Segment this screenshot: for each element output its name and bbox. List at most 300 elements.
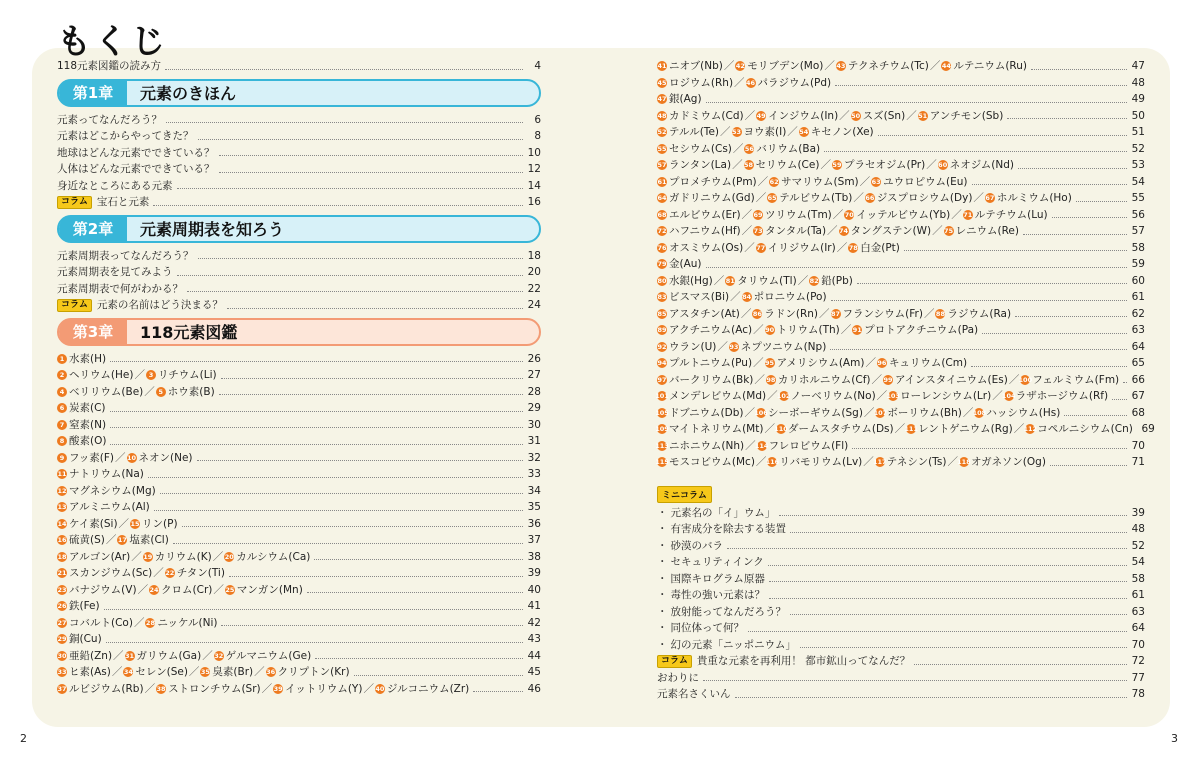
atomic-number-badge: 48 xyxy=(657,111,667,120)
page-number-right: 3 xyxy=(1171,732,1178,745)
chapter-2-header[interactable] xyxy=(57,215,541,243)
leader-dots xyxy=(769,598,1127,599)
entry-label: 毒性の強い元素は？ xyxy=(670,589,765,601)
atomic-number-badge: 113 xyxy=(655,441,669,450)
entry-label-wrap xyxy=(657,541,723,552)
toc-entry[interactable] xyxy=(657,604,1145,621)
toc-entry[interactable] xyxy=(657,587,1145,604)
element-name: シーボーギウム(Sg) xyxy=(768,406,863,419)
element-name: 酸素(O) xyxy=(69,435,107,447)
element-entry[interactable] xyxy=(57,615,541,632)
element-name: アルゴン(Ar) xyxy=(69,550,131,563)
separator-slash: ／ xyxy=(137,583,149,596)
element-entry[interactable] xyxy=(657,273,1145,290)
element-name: ポロニウム(Po) xyxy=(753,291,827,303)
entry-label-wrap xyxy=(57,284,183,295)
chapter-3-header[interactable] xyxy=(57,318,541,346)
element-list xyxy=(657,127,874,138)
element-name: ルテニウム(Ru) xyxy=(953,60,1027,72)
element-name: オガネソン(Og) xyxy=(970,456,1046,468)
element-name: 銀(Ag) xyxy=(669,93,702,105)
element-name: ニッケル(Ni) xyxy=(157,616,218,629)
atomic-number-badge: 81 xyxy=(725,276,735,285)
element-entry[interactable] xyxy=(657,124,1145,141)
element-list xyxy=(657,309,1011,320)
leader-dots xyxy=(182,526,523,527)
element-entry[interactable] xyxy=(57,532,541,549)
element-entry[interactable] xyxy=(657,355,1145,372)
page-number: 53 xyxy=(1131,159,1145,171)
entry-label-wrap xyxy=(657,557,764,568)
atomic-number-badge: 95 xyxy=(765,359,775,367)
element-name: アルミニウム(Al) xyxy=(69,501,150,513)
separator-slash: ／ xyxy=(755,192,767,204)
element-name: レニウム(Re) xyxy=(955,225,1019,237)
element-list xyxy=(657,441,848,452)
toc-entry[interactable] xyxy=(57,161,541,178)
entry-label: 国際キログラム原器 xyxy=(670,572,765,585)
atomic-number-badge: 104 xyxy=(1001,392,1016,400)
separator-slash: ／ xyxy=(865,357,876,369)
atomic-number-badge: 60 xyxy=(938,161,948,169)
bullet-mark: ・ xyxy=(657,506,668,519)
page-number: 30 xyxy=(527,418,541,431)
atomic-number-badge: 99 xyxy=(883,375,893,384)
element-name: ハフニウム(Hf) xyxy=(669,225,741,237)
separator-slash: ／ xyxy=(133,616,145,629)
page-number: 14 xyxy=(527,179,541,192)
atomic-number-badge: 64 xyxy=(657,194,667,202)
page-number: 72 xyxy=(1131,655,1145,667)
element-list xyxy=(657,276,853,287)
element-entry[interactable] xyxy=(657,322,1145,339)
atomic-number-badge: 25 xyxy=(225,585,235,594)
leader-dots xyxy=(768,565,1127,566)
atomic-number-badge: 89 xyxy=(657,326,667,334)
separator-slash: ／ xyxy=(734,76,745,89)
chapter-number: 第1章 xyxy=(59,79,127,107)
separator-slash: ／ xyxy=(213,583,224,596)
toc-entry[interactable] xyxy=(57,112,541,129)
element-entry[interactable] xyxy=(57,367,541,384)
toc-entry[interactable] xyxy=(657,521,1145,538)
chapter-number: 第2章 xyxy=(59,215,127,243)
toc-entry[interactable] xyxy=(57,264,541,281)
separator-slash: ／ xyxy=(730,291,741,303)
toc-entry-intro[interactable] xyxy=(57,58,541,75)
entry-label: 元素名さくいん xyxy=(657,688,731,700)
toc-entry-column[interactable] xyxy=(57,194,541,211)
atomic-number-badge: 72 xyxy=(657,227,667,235)
element-list xyxy=(657,243,900,254)
page-number: 60 xyxy=(1131,274,1145,287)
bullet-mark: ・ xyxy=(657,638,668,651)
page-number-left: 2 xyxy=(20,732,27,745)
separator-slash: ／ xyxy=(819,307,830,320)
element-name: ジスプロシウム(Dy) xyxy=(876,192,973,204)
element-name: 窒素(N) xyxy=(69,418,107,431)
element-entry[interactable] xyxy=(657,256,1145,273)
page-number: 63 xyxy=(1131,324,1145,336)
entry-label-wrap xyxy=(657,590,765,601)
element-entry[interactable] xyxy=(657,75,1145,92)
atomic-number-badge: 38 xyxy=(156,684,166,693)
atomic-number-badge: 78 xyxy=(848,243,858,252)
bullet-mark: ・ xyxy=(657,605,668,618)
element-entry[interactable] xyxy=(57,681,541,698)
separator-slash: ／ xyxy=(144,385,155,398)
toc-entry-column[interactable] xyxy=(57,297,541,314)
entry-label: 宝石と元素 xyxy=(96,196,150,208)
leader-dots xyxy=(878,135,1127,136)
atomic-number-badge: 56 xyxy=(744,144,754,153)
element-entry[interactable] xyxy=(57,351,541,368)
element-entry[interactable] xyxy=(57,466,541,483)
atomic-number-badge: 118 xyxy=(957,458,971,466)
atomic-number-badge: 43 xyxy=(836,62,846,70)
element-list xyxy=(57,486,156,497)
element-name: メンデレビウム(Md) xyxy=(669,390,767,402)
bullet-mark: ・ xyxy=(657,523,668,535)
entry-label-wrap xyxy=(57,164,215,175)
separator-slash: ／ xyxy=(947,456,958,468)
element-entry[interactable] xyxy=(657,438,1145,455)
separator-slash: ／ xyxy=(745,439,756,452)
element-name: クロム(Cr) xyxy=(161,583,213,596)
element-name: ベリリウム(Be) xyxy=(69,385,144,398)
element-name: タングステン(W) xyxy=(850,225,932,237)
element-entry[interactable] xyxy=(657,223,1145,240)
page-number: 39 xyxy=(1131,506,1145,519)
element-entry[interactable] xyxy=(657,289,1145,306)
separator-slash: ／ xyxy=(131,550,142,563)
chapter-title: 元素のきほん xyxy=(140,84,237,103)
element-entry[interactable] xyxy=(57,648,541,665)
atomic-number-badge: 83 xyxy=(657,293,667,301)
element-list xyxy=(657,160,1014,171)
leader-dots xyxy=(748,631,1127,632)
toc-entry[interactable] xyxy=(657,554,1145,571)
atomic-number-badge: 67 xyxy=(985,194,995,202)
element-entry[interactable] xyxy=(57,483,541,500)
element-list xyxy=(57,535,169,546)
toc-entry[interactable] xyxy=(57,128,541,145)
element-name: ローレンシウム(Lr) xyxy=(900,390,992,402)
atomic-number-badge: 66 xyxy=(865,194,875,202)
atomic-number-badge: 70 xyxy=(844,210,854,219)
element-list xyxy=(57,387,215,398)
element-list xyxy=(657,457,1046,468)
element-name: 亜鉛(Zn) xyxy=(69,649,113,662)
leader-dots xyxy=(1050,465,1127,466)
element-list xyxy=(57,684,469,695)
toc-entry[interactable] xyxy=(57,248,541,265)
page-number: 36 xyxy=(527,517,541,530)
separator-slash: ／ xyxy=(744,406,755,419)
separator-slash: ／ xyxy=(755,456,767,468)
separator-slash: ／ xyxy=(741,225,753,237)
atomic-number-badge: 42 xyxy=(735,62,745,70)
toc-entry[interactable] xyxy=(657,620,1145,637)
page-number: 38 xyxy=(527,550,541,563)
column-tag: コラム xyxy=(57,299,92,312)
element-name: スカンジウム(Sc) xyxy=(69,567,153,579)
element-name: 金(Au) xyxy=(669,258,702,270)
atomic-number-badge: 87 xyxy=(831,309,841,318)
element-list xyxy=(657,292,827,303)
element-name: ケイ素(Si) xyxy=(69,517,118,530)
entry-label-wrap xyxy=(657,574,765,585)
element-entry[interactable] xyxy=(57,549,541,566)
separator-slash: ／ xyxy=(202,649,213,662)
element-entry[interactable] xyxy=(657,388,1145,405)
toc-entry[interactable] xyxy=(57,178,541,195)
element-list xyxy=(657,358,967,369)
atomic-number-badge: 7 xyxy=(57,420,67,430)
chapter-2-entries xyxy=(57,248,541,298)
bullet-mark: ・ xyxy=(657,556,668,568)
leader-dots xyxy=(1076,201,1127,202)
element-entry[interactable] xyxy=(655,421,1155,438)
element-list xyxy=(657,193,1072,204)
element-list xyxy=(57,420,106,431)
toc-entry[interactable] xyxy=(657,637,1145,654)
page-title: もくじ xyxy=(57,22,168,62)
page-number: 48 xyxy=(1131,76,1145,89)
separator-slash: ／ xyxy=(732,159,743,171)
element-entry[interactable] xyxy=(657,339,1145,356)
leader-dots xyxy=(971,366,1127,367)
atomic-number-badge: 2 xyxy=(57,370,67,380)
leader-dots xyxy=(1064,415,1127,416)
separator-slash: ／ xyxy=(767,390,778,402)
leader-dots xyxy=(1018,168,1127,169)
atomic-number-badge: 15 xyxy=(130,519,140,528)
atomic-number-badge: 21 xyxy=(57,569,67,577)
element-entry[interactable] xyxy=(57,582,541,599)
atomic-number-badge: 82 xyxy=(809,276,819,285)
entry-label-wrap xyxy=(657,607,786,618)
element-name: テクネチウム(Tc) xyxy=(847,60,929,72)
leader-dots xyxy=(1023,234,1127,235)
element-name: ガドリニウム(Gd) xyxy=(669,192,755,204)
element-entry[interactable] xyxy=(657,454,1145,471)
element-entry[interactable] xyxy=(57,565,541,582)
element-entry[interactable] xyxy=(57,450,541,467)
element-entry[interactable] xyxy=(57,384,541,401)
atomic-number-badge: 33 xyxy=(57,668,67,676)
entry-label: 元素名の「イ」ウム」 xyxy=(670,506,776,519)
page-number: 54 xyxy=(1131,175,1145,188)
entry-label: 元素周期表を見てみよう xyxy=(57,266,173,278)
leader-dots xyxy=(177,188,524,189)
element-list xyxy=(657,177,968,188)
toc-entry-column[interactable] xyxy=(657,653,1145,670)
element-entry[interactable] xyxy=(657,91,1145,108)
entry-label: 元素ってなんだろう？ xyxy=(57,113,162,126)
separator-slash: ／ xyxy=(764,423,775,435)
element-list xyxy=(57,618,217,629)
element-name: ドブニウム(Db) xyxy=(669,406,744,419)
atomic-number-badge: 13 xyxy=(57,503,67,511)
atomic-number-badge: 108 xyxy=(972,408,987,417)
entry-label-wrap xyxy=(57,181,173,192)
element-name: イッテルビウム(Yb) xyxy=(856,208,951,221)
entry-label: 元素はどこからやってきた？ xyxy=(57,130,194,142)
atomic-number-badge: 46 xyxy=(746,78,756,87)
entry-label-wrap xyxy=(657,673,699,684)
leader-dots xyxy=(153,205,523,206)
element-name: トリウム(Th) xyxy=(776,324,840,336)
page-number: 58 xyxy=(1131,572,1145,585)
atomic-number-badge: 76 xyxy=(657,243,667,252)
entry-label: 118元素図鑑の読み方 xyxy=(57,60,162,72)
entry-label-wrap xyxy=(657,524,786,535)
chapter-1-header[interactable] xyxy=(57,79,541,107)
leader-dots xyxy=(727,548,1127,549)
element-entry[interactable] xyxy=(657,58,1145,75)
separator-slash: ／ xyxy=(840,324,852,336)
atomic-number-badge: 116 xyxy=(765,458,780,466)
element-entry[interactable] xyxy=(657,207,1145,224)
toc-entry[interactable] xyxy=(657,670,1145,687)
element-name: ヨウ素(I) xyxy=(743,126,787,138)
separator-slash: ／ xyxy=(720,126,731,138)
atomic-number-badge: 16 xyxy=(57,536,67,544)
chapter-1-entries xyxy=(57,112,541,195)
element-name: リン(P) xyxy=(142,517,178,530)
atomic-number-badge: 62 xyxy=(769,177,779,186)
element-entry[interactable] xyxy=(57,417,541,434)
toc-entry[interactable] xyxy=(657,571,1145,588)
separator-slash: ／ xyxy=(1008,373,1020,386)
atomic-number-badge: 50 xyxy=(851,111,861,120)
element-name: 鉄(Fe) xyxy=(69,600,100,612)
atomic-number-badge: 10 xyxy=(126,453,137,462)
separator-slash: ／ xyxy=(853,192,864,204)
element-entry[interactable] xyxy=(657,141,1145,158)
atomic-number-badge: 39 xyxy=(273,684,283,693)
entry-label-wrap xyxy=(57,115,162,126)
separator-slash: ／ xyxy=(740,307,752,320)
page-number: 8 xyxy=(534,130,541,142)
element-name: ネプツニウム(Np) xyxy=(740,340,827,353)
element-name: キセノン(Xe) xyxy=(810,126,874,138)
element-entry[interactable] xyxy=(57,400,541,417)
chapter-title: 元素周期表を知ろう xyxy=(140,220,285,239)
leader-dots xyxy=(187,291,523,292)
toc-entry[interactable] xyxy=(57,281,541,298)
page-number: 42 xyxy=(527,616,541,629)
element-entry[interactable] xyxy=(657,405,1145,422)
element-name: ボーリウム(Bh) xyxy=(887,406,962,419)
leader-dots xyxy=(148,477,523,478)
element-name: ノーベリウム(No) xyxy=(790,390,876,402)
atomic-number-badge: 57 xyxy=(657,161,667,169)
page-number: 40 xyxy=(527,583,541,596)
atomic-number-badge: 102 xyxy=(776,392,791,400)
element-name: フッ素(F) xyxy=(69,451,114,464)
element-entry[interactable] xyxy=(657,190,1145,207)
leader-dots xyxy=(790,532,1127,533)
atomic-number-badge: 96 xyxy=(877,359,887,367)
atomic-number-badge: 91 xyxy=(852,326,862,334)
element-name: フレロビウム(Fl) xyxy=(768,439,849,452)
element-entry[interactable] xyxy=(57,433,541,450)
toc-entry[interactable] xyxy=(657,686,1145,703)
atomic-number-badge: 55 xyxy=(657,144,667,153)
element-entry[interactable] xyxy=(57,631,541,648)
separator-slash: ／ xyxy=(906,109,917,122)
element-entry[interactable] xyxy=(657,108,1145,125)
element-entry[interactable] xyxy=(657,372,1145,389)
element-name: ダームスタチウム(Ds) xyxy=(787,423,894,435)
atomic-number-badge: 97 xyxy=(657,375,667,384)
atomic-number-badge: 8 xyxy=(57,436,67,446)
element-name: モスコビウム(Mc) xyxy=(669,456,755,468)
element-entry[interactable] xyxy=(657,174,1145,191)
element-list xyxy=(57,436,106,447)
page-number: 70 xyxy=(1131,638,1145,651)
atomic-number-badge: 73 xyxy=(753,227,763,235)
element-name: ランタン(La) xyxy=(669,159,732,171)
element-list xyxy=(57,469,144,480)
leader-dots xyxy=(824,151,1127,152)
atomic-number-badge: 69 xyxy=(753,210,763,219)
element-name: ゲルマニウム(Ge) xyxy=(225,649,312,662)
element-name: ハッシウム(Hs) xyxy=(986,406,1061,419)
atomic-number-badge: 9 xyxy=(57,453,67,463)
page-number: 22 xyxy=(527,282,541,295)
element-entry[interactable] xyxy=(57,598,541,615)
element-entry[interactable] xyxy=(57,499,541,516)
toc-entry[interactable] xyxy=(657,505,1145,522)
element-entry[interactable] xyxy=(57,664,541,681)
element-entry[interactable] xyxy=(657,240,1145,257)
entry-label: 放射能ってなんだろう？ xyxy=(670,605,786,618)
element-list xyxy=(657,111,1003,122)
element-name: カリホルニウム(Cf) xyxy=(777,373,871,386)
element-name: アインスタイニウム(Es) xyxy=(895,373,1008,386)
separator-slash: ／ xyxy=(836,241,848,254)
page-number: 43 xyxy=(527,633,541,645)
atomic-number-badge: 79 xyxy=(657,260,667,268)
element-list xyxy=(57,354,106,365)
element-name: ロジウム(Rh) xyxy=(669,76,734,89)
atomic-number-badge: 24 xyxy=(149,585,159,594)
atomic-number-badge: 6 xyxy=(57,403,67,413)
chapter-number: 第3章 xyxy=(59,318,127,346)
element-entry[interactable] xyxy=(657,157,1145,174)
toc-entry[interactable] xyxy=(657,538,1145,555)
element-name: アスタチン(At) xyxy=(669,307,740,320)
entry-label: 地球はどんな元素でできている？ xyxy=(57,146,215,159)
page-number: 52 xyxy=(1131,142,1145,155)
atomic-number-badge: 98 xyxy=(766,375,776,384)
element-name: 白金(Pt) xyxy=(860,241,900,254)
page-number: 35 xyxy=(527,501,541,513)
toc-entry[interactable] xyxy=(57,145,541,162)
element-name: カドミウム(Cd) xyxy=(669,109,744,122)
entry-label: 元素の名前はどう決まる？ xyxy=(96,299,223,311)
leader-dots xyxy=(852,448,1127,449)
atomic-number-badge: 11 xyxy=(57,470,67,478)
atomic-number-badge: 36 xyxy=(266,668,276,676)
element-name: ニホニウム(Nh) xyxy=(669,439,745,452)
leader-dots xyxy=(314,559,523,560)
element-entry[interactable] xyxy=(57,516,541,533)
element-entry[interactable] xyxy=(657,306,1145,323)
